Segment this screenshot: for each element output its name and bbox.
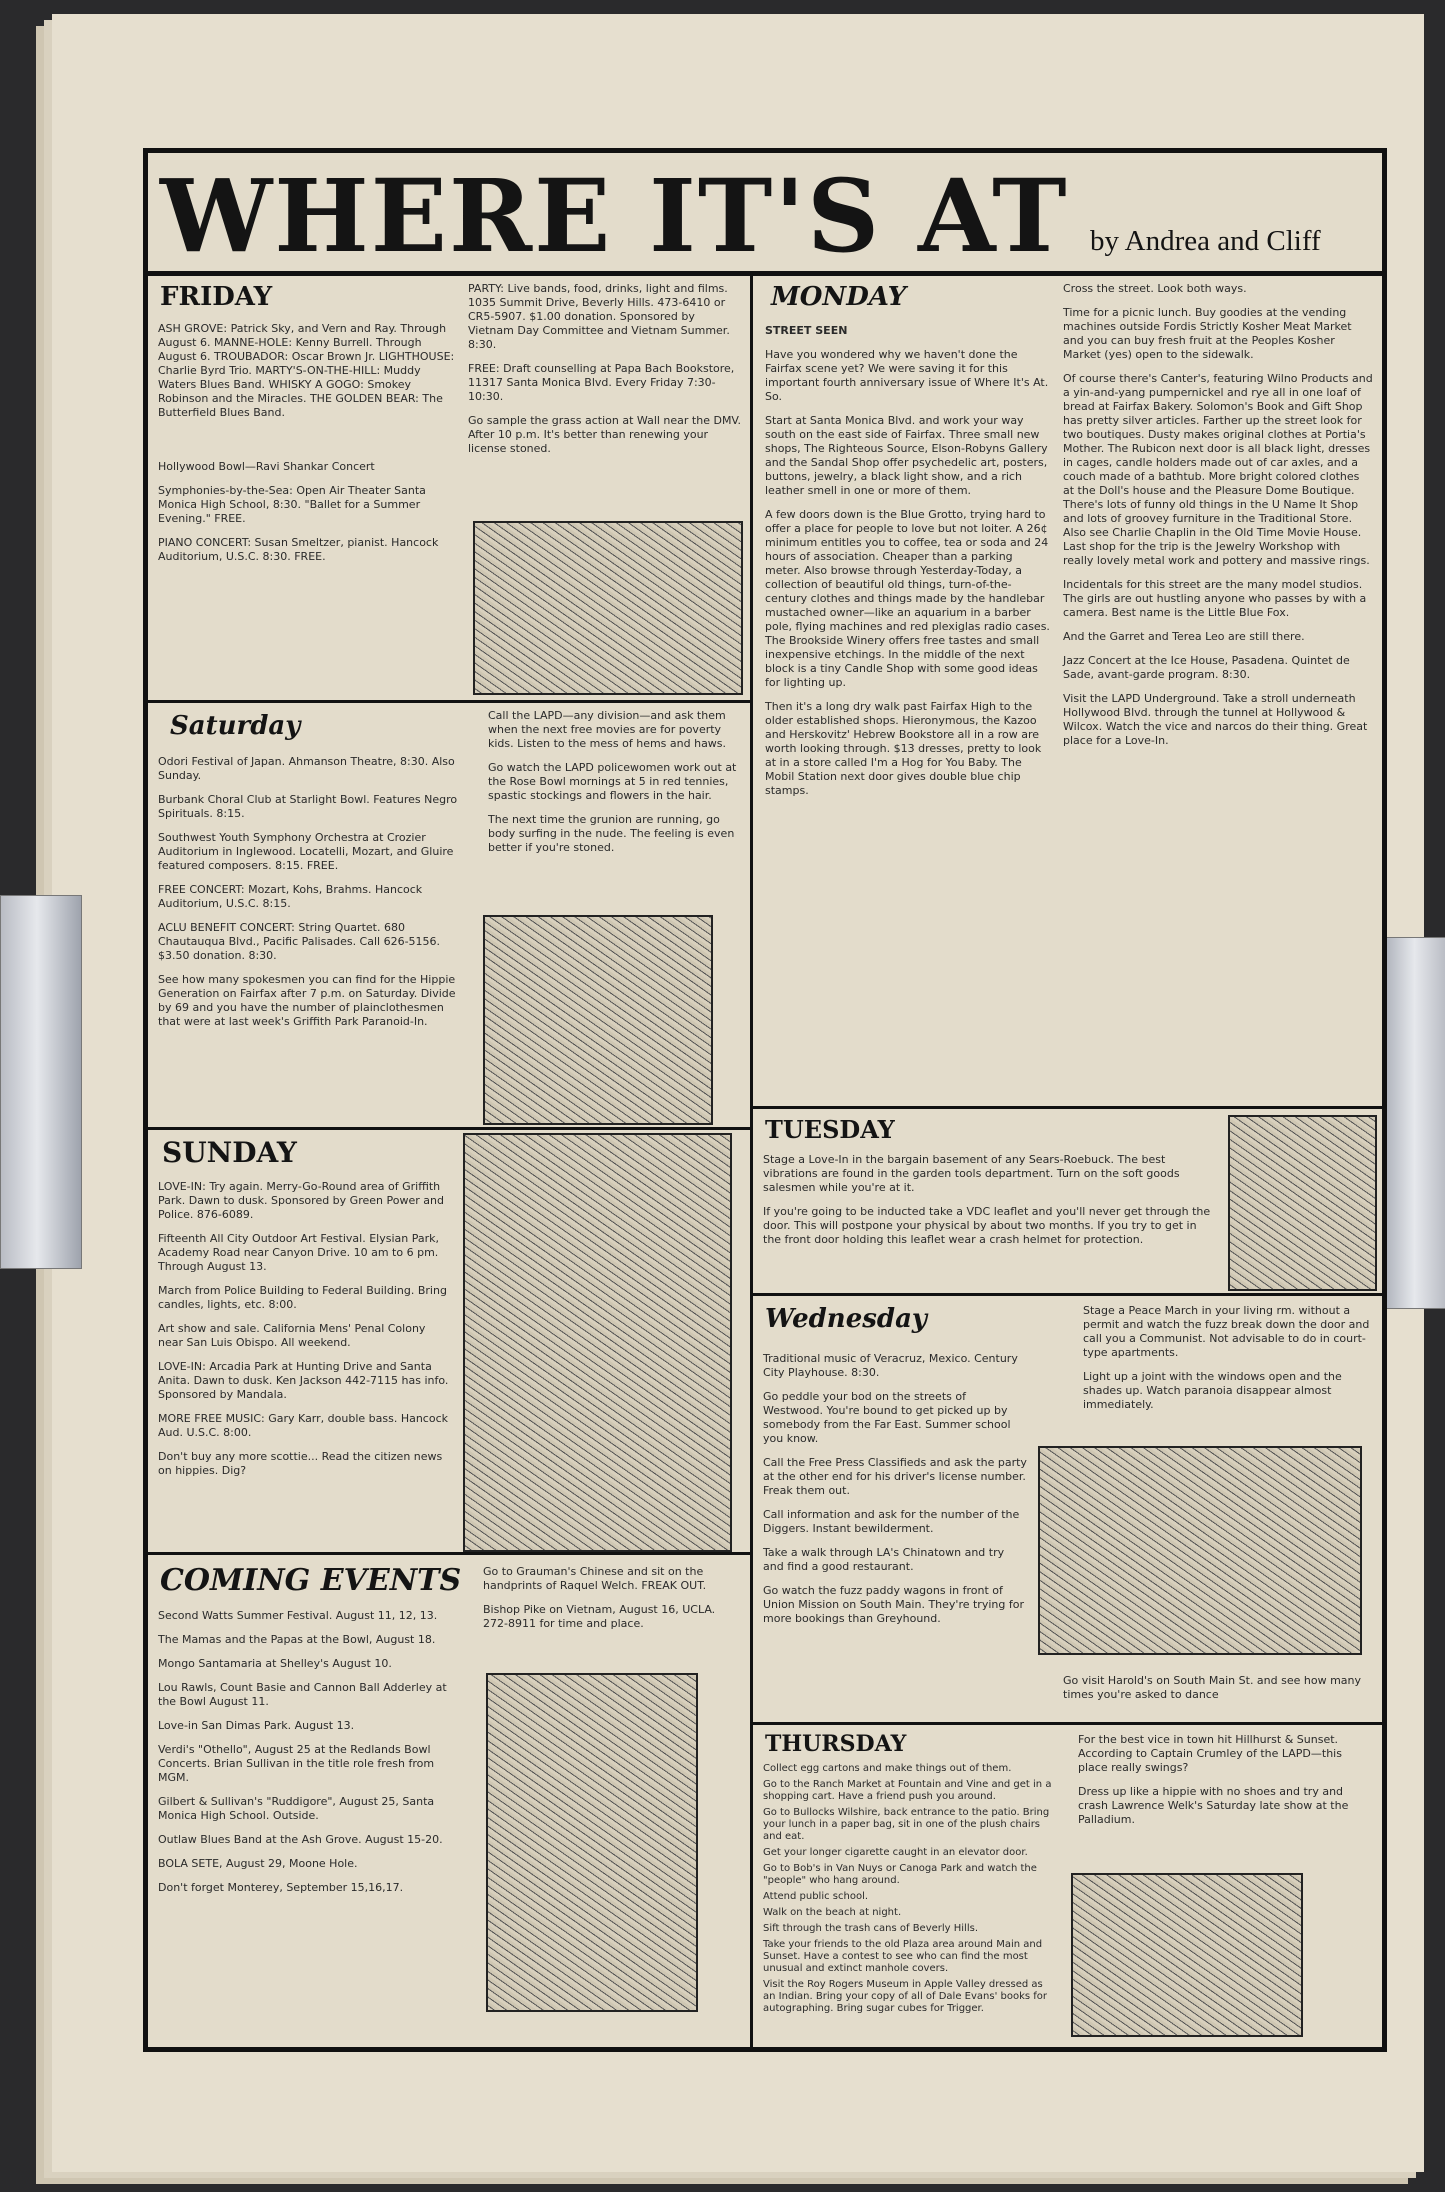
tuesday-item: Stage a Love-In in the bargain basement of any Sears-Roebuck. The best vibrations are found in the garden tools department. Turn on the soft goods salesmen while you're at it. — [763, 1153, 1180, 1194]
wednesday-item: Call information and ask for the number of the Diggers. Instant bewilderment. — [763, 1508, 1020, 1535]
wednesday-item: Go peddle your bod on the streets of Westwood. You're bound to get picked up by somebody from the Far East. Summer school you know. — [763, 1390, 1011, 1445]
monday-left-column — [765, 324, 1050, 808]
sunday-item: Art show and sale. California Mens' Penal Colony near San Luis Obispo. All weekend. — [158, 1322, 426, 1349]
masthead — [148, 153, 1382, 276]
sunday-item: March from Police Building to Federal Building. Bring candles, lights, etc. 8:00. — [158, 1284, 447, 1311]
coming-event-item: Don't forget Monterey, September 15,16,17. — [158, 1881, 404, 1894]
woodcut-illustration-tuesday — [1228, 1115, 1377, 1291]
thursday-item: Walk on the beach at night. — [763, 1907, 902, 1918]
woodcut-illustration-ship — [486, 1673, 698, 2012]
friday-item: ASH GROVE: Patrick Sky, and Vern and Ray. Through August 6. MANNE-HOLE: Kenny Burrell. Through August 6. TROUBADOR: Oscar Brown Jr. LIGHTHOUSE: Charlie Byrd Trio. MARTY'S-ON-THE-HILL: Muddy Waters Blues Band. WHISKY A GOGO: Smokey Robinson and the Miracles. THE GOLDEN BEAR: The Butterfield Blues Band. — [158, 322, 455, 419]
thursday-section — [750, 1722, 1382, 2047]
thursday-item: For the best vice in town hit Hillhurst & Sunset. According to Captain Crumley of the LAPD—this place really swings? — [1078, 1733, 1342, 1774]
tuesday-item: If you're going to be inducted take a VDC leaflet and you'll never get through the door. This will postpone your physical by about two months. If you try to get in the front door holding this leaflet wear a crash helmet for protection. — [763, 1205, 1211, 1246]
coming-event-item: Bishop Pike on Vietnam, August 16, UCLA. 272-8911 for time and place. — [483, 1603, 716, 1630]
monday-item: Then it's a long dry walk past Fairfax High to the older established shops. Hieronymous, the Kazoo and Herskovitz' Hebrew Bookstore all in a row are worth looking through. $13 dresses, pretty to look at in a store called I'm a Hog for You Baby. The Mobil Station next door gives double blue chip stamps. — [765, 700, 1042, 797]
sunday-item: MORE FREE MUSIC: Gary Karr, double bass. Hancock Aud. U.S.C. 8:00. — [158, 1412, 449, 1439]
monday-item: Have you wondered why we haven't done the Fairfax scene yet? We were saving it for this important fourth anniversary issue of Where It's At. So. — [765, 348, 1049, 403]
sunday-item: Don't buy any more scottie... Read the citizen news on hippies. Dig? — [158, 1450, 443, 1477]
monday-item: Jazz Concert at the Ice House, Pasadena. Quintet de Sade, avant-garde program. 8:30. — [1063, 654, 1350, 681]
wednesday-item: Call the Free Press Classifieds and ask the party at the other end for his driver's license number. Freak them out. — [763, 1456, 1027, 1497]
byline: by Andrea and Cliff — [1090, 225, 1321, 257]
coming-events-right-column — [483, 1565, 743, 1641]
thursday-item: Go to Bullocks Wilshire, back entrance to the patio. Bring your lunch in a paper bag, sit in one of the plush chairs and eat. — [763, 1807, 1050, 1842]
wednesday-item: Stage a Peace March in your living rm. without a permit and watch the fuzz break down the door and call you a Communist. Not advisable to do in court-type apartments. — [1083, 1304, 1370, 1359]
monday-section — [750, 271, 1382, 1109]
thursday-item: Get your longer cigarette caught in an elevator door. — [763, 1847, 1028, 1858]
wednesday-section — [750, 1293, 1382, 1725]
monday-right-column — [1063, 282, 1373, 758]
thursday-item: Dress up like a hippie with no shoes and try and crash Lawrence Welk's Saturday late show at the Palladium. — [1078, 1785, 1349, 1826]
monday-item: A few doors down is the Blue Grotto, trying hard to offer a place for people to love but not loiter. A 26¢ minimum entitles you to coffee, tea or soda and 24 hours of association. Cheaper than a parking meter. Also browse through Yesterday-Today, a collection of beautiful old things, turn-of-the-century clothes and things made by the handlebar mustached owner—like an aquarium in a barber pole, flying machines and red plexiglas radio cases. The Brookside Winery offers free tastes and small inexpensive etchings. In the middle of the next block is a tiny Candle Shop with some good ideas for lighting up. — [765, 508, 1050, 689]
coming-events-heading: COMING EVENTS — [160, 1563, 462, 1598]
wednesday-item: Light up a joint with the windows open and the shades up. Watch paranoia disappear almost immediately. — [1083, 1370, 1342, 1411]
friday-item: PARTY: Live bands, food, drinks, light and films. 1035 Summit Drive, Beverly Hills. 473-6410 or CR5-5907. $1.00 donation. Sponsored by Vietnam Day Committee and Vietnam Summer. 8:30. — [468, 282, 730, 351]
saturday-section — [148, 700, 753, 1130]
wednesday-heading: Wednesday — [765, 1304, 928, 1334]
monday-item: Visit the LAPD Underground. Take a stroll underneath Hollywood Blvd. through the tunnel at Hollywood & Wilcox. Watch the vice and narcos do their thing. Great place for a Love-In. — [1063, 692, 1368, 747]
saturday-item: Go watch the LAPD policewomen work out at the Rose Bowl mornings at 5 in red tennies, spastic stockings and flowers in the hair. — [488, 761, 737, 802]
thursday-item: Collect egg cartons and make things out of them. — [763, 1763, 1012, 1774]
listings-frame — [143, 148, 1387, 2052]
page-title: WHERE IT'S AT — [160, 157, 1069, 275]
thursday-item: Go to Bob's in Van Nuys or Canoga Park and watch the "people" who hang around. — [763, 1863, 1037, 1886]
saturday-item: See how many spokesmen you can find for the Hippie Generation on Fairfax after 7 p.m. on Saturday. Divide by 69 and you have the number of plainclothesmen that were at last week's Griffith Park Paranoid-In. — [158, 973, 456, 1028]
wednesday-item: Traditional music of Veracruz, Mexico. Century City Playhouse. 8:30. — [763, 1352, 1018, 1379]
friday-item: Hollywood Bowl—Ravi Shankar Concert — [158, 460, 375, 473]
friday-item: FREE: Draft counselling at Papa Bach Bookstore, 11317 Santa Monica Blvd. Every Friday 7:30-10:30. — [468, 362, 735, 403]
wednesday-right-column — [1083, 1304, 1373, 1422]
thursday-item: Attend public school. — [763, 1891, 869, 1902]
sunday-section — [148, 1127, 753, 1555]
thursday-item: Sift through the trash cans of Beverly Hills. — [763, 1923, 978, 1934]
wednesday-left-column — [763, 1352, 1028, 1636]
saturday-item: ACLU BENEFIT CONCERT: String Quartet. 680 Chautauqua Blvd., Pacific Palisades. Call 626-5156. $3.50 donation. 8:30. — [158, 921, 441, 962]
coming-event-item: Lou Rawls, Count Basie and Cannon Ball Adderley at the Bowl August 11. — [158, 1681, 447, 1708]
monday-item: Cross the street. Look both ways. — [1063, 282, 1247, 295]
sunday-column — [158, 1180, 453, 1488]
woodcut-illustration-thursday — [1071, 1873, 1303, 2037]
saturday-item: Burbank Choral Club at Starlight Bowl. Features Negro Spirituals. 8:15. — [158, 793, 458, 820]
woodcut-illustration-wednesday — [1038, 1446, 1362, 1655]
coming-event-item: Go to Grauman's Chinese and sit on the handprints of Raquel Welch. FREAK OUT. — [483, 1565, 707, 1592]
monday-item: Time for a picnic lunch. Buy goodies at the vending machines outside Fordis Strictly Kosher Meat Market and you can buy fresh fruit at the Peoples Kosher Market (yes) open to the sidewalk. — [1063, 306, 1352, 361]
woodcut-illustration-saturday — [483, 915, 713, 1125]
wednesday-item: Take a walk through LA's Chinatown and try and find a good restaurant. — [763, 1546, 1005, 1573]
monday-item: And the Garret and Terea Leo are still there. — [1063, 630, 1305, 643]
woodcut-illustration-sunday — [463, 1133, 732, 1552]
monday-heading: MONDAY — [771, 282, 907, 312]
sunday-item: LOVE-IN: Arcadia Park at Hunting Drive and Santa Anita. Dawn to dusk. Ken Jackson 442-7115 has info. Sponsored by Mandala. — [158, 1360, 449, 1401]
friday-heading: FRIDAY — [160, 282, 273, 312]
thursday-item: Go to the Ranch Market at Fountain and Vine and get in a shopping cart. Have a friend push you around. — [763, 1779, 1052, 1802]
friday-item: Go sample the grass action at Wall near the DMV. After 10 p.m. It's better than renewing your license stoned. — [468, 414, 742, 455]
saturday-left-column — [158, 755, 458, 1039]
tuesday-heading: TUESDAY — [765, 1115, 895, 1144]
coming-event-item: Verdi's "Othello", August 25 at the Redlands Bowl Concerts. Brian Sullivan in the title role fresh from MGM. — [158, 1743, 435, 1784]
thursday-right-column — [1078, 1733, 1373, 1837]
coming-events-left-column — [158, 1609, 458, 1905]
friday-section — [148, 271, 753, 703]
binder-clip-left — [0, 895, 82, 1269]
coming-event-item: Gilbert & Sullivan's "Ruddigore", August 25, Santa Monica High School. Outside. — [158, 1795, 435, 1822]
monday-subheading: STREET SEEN — [765, 324, 848, 337]
thursday-item: Visit the Roy Rogers Museum in Apple Valley dressed as an Indian. Bring your copy of all of Dale Evans' books for autographing. Bring sugar cubes for Trigger. — [763, 1979, 1048, 2014]
woodcut-illustration-friday — [473, 521, 743, 695]
monday-item: Start at Santa Monica Blvd. and work your way south on the east side of Fairfax. Three small new shops, The Righteous Source, Elson-Robyns Gallery and the Sandal Shop offer psychedelic art, posters, buttons, jewelry, a black light show, and a rich leather smell in one or more of them. — [765, 414, 1048, 497]
saturday-item: FREE CONCERT: Mozart, Kohs, Brahms. Hancock Auditorium, U.S.C. 8:15. — [158, 883, 423, 910]
tuesday-section — [750, 1106, 1382, 1296]
sunday-item: Fifteenth All City Outdoor Art Festival. Elysian Park, Academy Road near Canyon Drive. 10 am to 6 pm. Through August 13. — [158, 1232, 439, 1273]
coming-event-item: Mongo Santamaria at Shelley's August 10. — [158, 1657, 392, 1670]
sunday-heading: SUNDAY — [162, 1136, 297, 1169]
monday-item: Of course there's Canter's, featuring Wilno Products and a yin-and-yang pumpernickel and rye all in one loaf of bread at Fairfax Bakery. Solomon's Book and Gift Shop has pretty silver articles. Farther up the street look for two boutiques. Dusty makes original clothes at Portia's Mother. The Rubicon next door is all black light, dresses in cages, candle holders made out of car axles, and a couch made of a bathtub. More bright colored clothes at the Doll's house and the Pleasure Dome Boutique. There's lots of funny old things in the U Name It Shop and lots of groovey furniture in the Traditional Store. Also see Charlie Chaplin in the Old Time Movie House. Last shop for the trip is the Jewelry Workshop with really lovely metal work and pottery and massive rings. — [1063, 372, 1373, 567]
thursday-heading: THURSDAY — [765, 1731, 907, 1757]
tuesday-column — [763, 1153, 1218, 1257]
friday-left-column — [158, 322, 458, 574]
coming-event-item: Outlaw Blues Band at the Ash Grove. August 15-20. — [158, 1833, 443, 1846]
friday-item: Symphonies-by-the-Sea: Open Air Theater Santa Monica High School, 8:30. "Ballet for a Summer Evening." FREE. — [158, 484, 426, 525]
coming-event-item: Second Watts Summer Festival. August 11, 12, 13. — [158, 1609, 438, 1622]
sunday-item: LOVE-IN: Try again. Merry-Go-Round area of Griffith Park. Dawn to dusk. Sponsored by Green Power and Police. 876-6089. — [158, 1180, 444, 1221]
friday-item: PIANO CONCERT: Susan Smeltzer, pianist. Hancock Auditorium, U.S.C. 8:30. FREE. — [158, 536, 439, 563]
thursday-left-column — [763, 1763, 1053, 2019]
coming-event-item: BOLA SETE, August 29, Moone Hole. — [158, 1857, 358, 1870]
coming-event-item: The Mamas and the Papas at the Bowl, August 18. — [158, 1633, 436, 1646]
coming-events-section — [148, 1552, 753, 2047]
saturday-item: Odori Festival of Japan. Ahmanson Theatre, 8:30. Also Sunday. — [158, 755, 455, 782]
saturday-right-column — [488, 709, 743, 865]
thursday-item: Take your friends to the old Plaza area around Main and Sunset. Have a contest to see who can find the most unusual and extinct manhole covers. — [763, 1939, 1043, 1974]
wednesday-bottom-note: Go visit Harold's on South Main St. and see how many times you're asked to dance — [1063, 1674, 1362, 1701]
friday-right-column — [468, 282, 743, 466]
monday-item: Incidentals for this street are the many model studios. The girls are out hustling anyone who passes by with a camera. Best name is the Little Blue Fox. — [1063, 578, 1367, 619]
saturday-heading: Saturday — [170, 711, 301, 741]
saturday-item: The next time the grunion are running, go body surfing in the nude. The feeling is even better if you're stoned. — [488, 813, 735, 854]
saturday-item: Call the LAPD—any division—and ask them when the next free movies are for poverty kids. Listen to the mess of hems and haws. — [488, 709, 727, 750]
coming-event-item: Love-in San Dimas Park. August 13. — [158, 1719, 355, 1732]
wednesday-item: Go watch the fuzz paddy wagons in front of Union Mission on South Main. They're trying for more bookings than Greyhound. — [763, 1584, 1024, 1625]
saturday-item: Southwest Youth Symphony Orchestra at Crozier Auditorium in Inglewood. Locatelli, Mozart, and Gluire featured composers. 8:15. FREE. — [158, 831, 454, 872]
